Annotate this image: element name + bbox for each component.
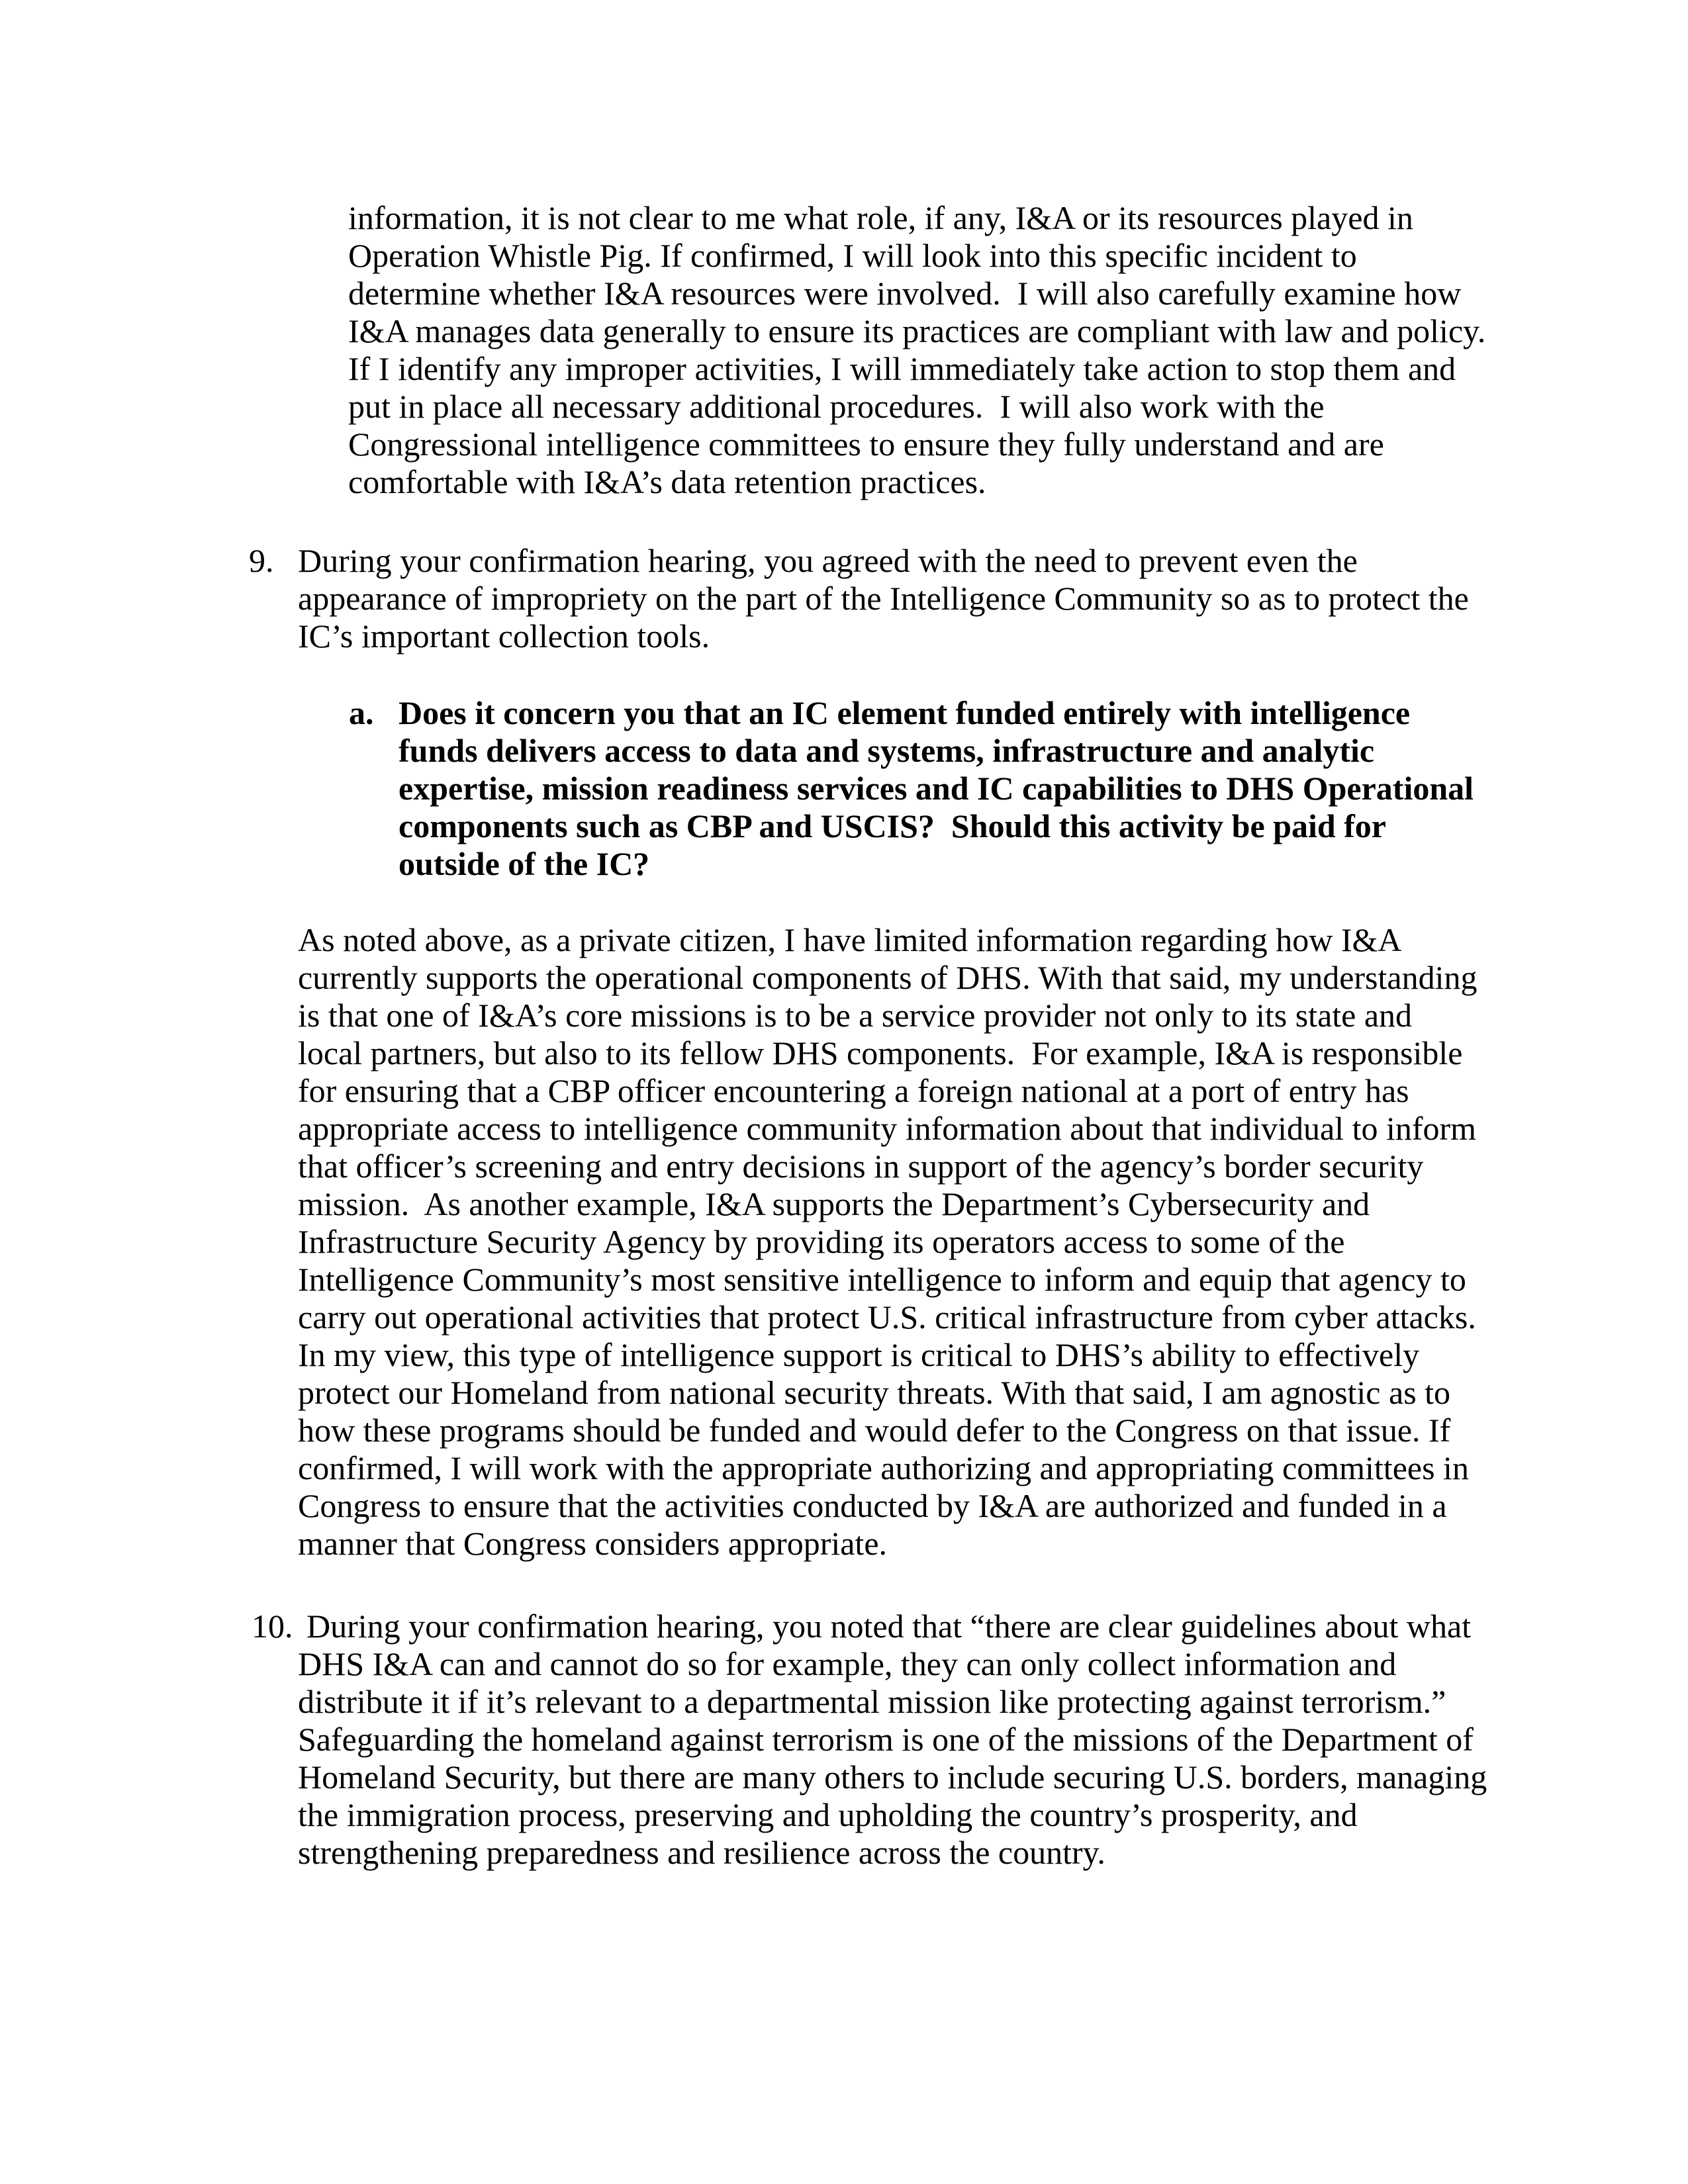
text-line: put in place all necessary additional procedures. I will also work with the [348,388,1325,425]
text-line: local partners, but also to its fellow DHS components. For example, I&A is responsible [298,1034,1463,1071]
text-line: IC’s important collection tools. [298,617,710,655]
text-line: DHS I&A can and cannot do so for example, they can only collect information and [298,1645,1397,1682]
answer-9a [298,921,1509,1563]
text-line: During your confirmation hearing, you agreed with the need to prevent even the [298,542,1358,579]
text-line: Homeland Security, but there are many others to include securing U.S. borders, managing [298,1758,1487,1796]
text-line: distribute it if it’s relevant to a departmental mission like protecting against terrorism.” [298,1683,1446,1720]
text-line: Does it concern you that an IC element funded entirely with intelligence [399,694,1411,731]
text-line: the immigration process, preserving and upholding the country’s prosperity, and [298,1796,1358,1833]
text-line: expertise, mission readiness services and IC capabilities to DHS Operational [399,770,1474,807]
text-line: As noted above, as a private citizen, I have limited information regarding how I&A [298,921,1402,958]
text-line: currently supports the operational components of DHS. With that said, my understanding [298,959,1477,996]
text-line: Infrastructure Security Agency by providing its operators access to some of the [298,1223,1345,1260]
text-line: I&A manages data generally to ensure its practices are compliant with law and policy. [348,312,1486,349]
text-line: appearance of impropriety on the part of the Intelligence Community so as to protect the [298,580,1469,617]
text-line: Congressional intelligence committees to ensure they fully understand and are [348,426,1384,463]
text-line: protect our Homeland from national security threats. With that said, I am agnostic as to [298,1374,1451,1411]
sub-question-marker: a. [349,694,374,731]
text-line: information, it is not clear to me what role, if any, I&A or its resources played in [348,199,1413,236]
question-number: 10. [252,1608,293,1645]
text-line: that officer’s screening and entry decisions in support of the agency’s border security [298,1148,1424,1185]
text-line: strengthening preparedness and resilience across the country. [298,1834,1105,1871]
text-line: comfortable with I&A’s data retention practices. [348,463,986,500]
text-line: mission. As another example, I&A supports the Department’s Cybersecurity and [298,1185,1370,1222]
continuation-paragraph [348,199,1513,501]
text-line: During your confirmation hearing, you noted that “there are clear guidelines about what [306,1608,1472,1645]
text-line: funds delivers access to data and systems, infrastructure and analytic [399,732,1375,769]
text-line: In my view, this type of intelligence support is critical to DHS’s ability to effectively [298,1336,1420,1373]
question-text [298,1645,1509,1872]
text-line: is that one of I&A’s core missions is to be a service provider not only to its state and [298,997,1413,1034]
text-line: Congress to ensure that the activities conducted by I&A are authorized and funded in a [298,1487,1447,1524]
sub-question-text [399,694,1511,883]
question-text [298,542,1509,655]
text-line: confirmed, I will work with the appropriate authorizing and appropriating committees in [298,1449,1469,1486]
text-line: appropriate access to intelligence community information about that individual to inform [298,1110,1477,1147]
text-line: how these programs should be funded and would defer to the Congress on that issue. If [298,1412,1451,1449]
text-line: Operation Whistle Pig. If confirmed, I will look into this specific incident to [348,237,1357,274]
text-line: for ensuring that a CBP officer encountering a foreign national at a port of entry has [298,1072,1409,1109]
text-line: outside of the IC? [399,845,650,882]
text-line: manner that Congress considers appropriate. [298,1525,888,1562]
text-line: If I identify any improper activities, I will immediately take action to stop them and [348,350,1456,387]
text-line: Safeguarding the homeland against terrorism is one of the missions of the Department of [298,1721,1474,1758]
text-line: carry out operational activities that protect U.S. critical infrastructure from cyber attacks. [298,1298,1476,1336]
question-number: 9. [249,542,274,579]
text-line: determine whether I&A resources were involved. I will also carefully examine how [348,275,1462,312]
text-line: components such as CBP and USCIS? Should this activity be paid for [399,807,1386,844]
text-line: Intelligence Community’s most sensitive intelligence to inform and equip that agency to [298,1261,1466,1298]
